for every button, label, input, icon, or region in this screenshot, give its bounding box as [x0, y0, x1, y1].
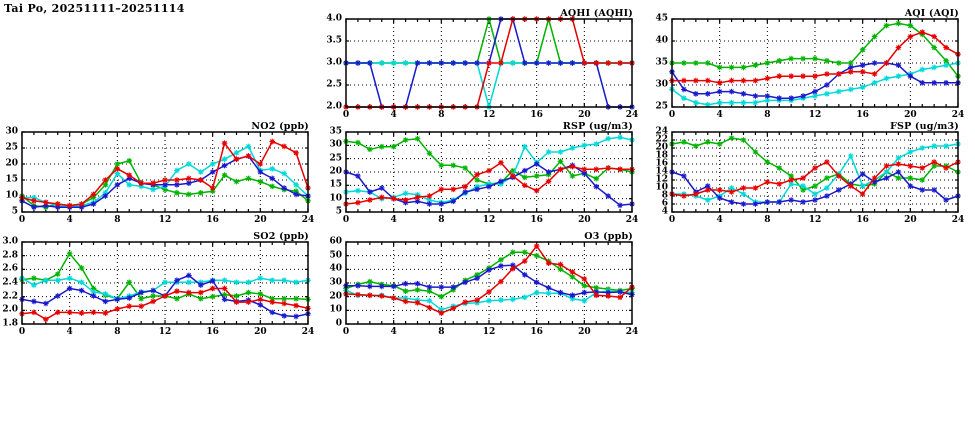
chart-title-rsp: RSP (ug/m3)	[562, 120, 633, 132]
y-tick-label: 2.8	[2, 250, 18, 261]
y-tick-label: 2.6	[2, 263, 18, 274]
plot-area-aqi	[672, 19, 958, 107]
x-tick-label: 0	[18, 215, 26, 225]
x-tick-label: 0	[342, 110, 350, 120]
page-title: Tai Po, 20251111–20251114	[4, 2, 185, 15]
plot-area-o3	[346, 242, 632, 324]
y-tick-label: 2.0	[326, 101, 342, 112]
x-tick-label: 4	[66, 327, 73, 337]
series-markers-red	[19, 286, 311, 322]
y-tick-label: 4.0	[326, 13, 342, 24]
x-tick-label: 0	[342, 215, 350, 225]
x-tick-label: 8	[438, 327, 445, 337]
x-tick-label: 24	[951, 110, 965, 120]
x-tick-label: 24	[301, 215, 315, 225]
y-tick-label: 45	[655, 13, 668, 24]
y-tick-label: 30	[5, 126, 18, 137]
x-tick-label: 20	[904, 110, 917, 120]
y-tick-label: 15	[5, 174, 18, 185]
y-tick-label: 30	[329, 139, 342, 150]
y-tick-label: 40	[329, 263, 342, 274]
x-tick-label: 12	[158, 327, 172, 337]
x-tick-label: 20	[578, 327, 591, 337]
series-line-green	[22, 254, 308, 300]
y-tick-label: 3.5	[326, 35, 342, 46]
y-tick-label: 12	[655, 174, 668, 185]
y-tick-label: 0	[335, 318, 342, 329]
x-tick-label: 0	[668, 215, 676, 225]
y-tick-label: 10	[655, 182, 668, 193]
x-tick-label: 12	[808, 110, 822, 120]
y-tick-label: 6	[661, 198, 668, 209]
x-tick-label: 0	[668, 110, 676, 120]
chart-so2	[2, 230, 315, 337]
x-tick-label: 12	[158, 215, 172, 225]
y-tick-label: 15	[329, 179, 342, 190]
x-tick-label: 16	[530, 110, 543, 120]
x-tick-label: 0	[18, 327, 26, 337]
chart-aqi	[655, 7, 965, 120]
y-tick-label: 60	[329, 236, 342, 247]
y-tick-label: 30	[329, 277, 342, 288]
x-tick-label: 16	[530, 327, 543, 337]
chart-title-no2: NO2 (ppb)	[251, 120, 309, 132]
x-tick-label: 12	[482, 215, 496, 225]
series-markers-green	[669, 21, 961, 79]
x-tick-label: 16	[530, 215, 543, 225]
y-tick-label: 3.0	[326, 57, 342, 68]
chart-o3	[329, 230, 639, 337]
x-tick-label: 8	[438, 215, 445, 225]
x-tick-label: 4	[390, 327, 397, 337]
x-tick-label: 0	[342, 327, 350, 337]
y-tick-label: 20	[655, 142, 668, 153]
y-tick-label: 4	[661, 206, 668, 217]
x-tick-label: 4	[66, 215, 73, 225]
y-tick-label: 35	[329, 126, 342, 137]
x-tick-label: 24	[625, 215, 639, 225]
x-tick-label: 20	[578, 215, 591, 225]
x-tick-label: 4	[390, 110, 397, 120]
y-tick-label: 1.8	[2, 318, 18, 329]
x-tick-label: 12	[808, 215, 822, 225]
x-tick-label: 24	[951, 215, 965, 225]
y-tick-label: 25	[329, 153, 342, 164]
y-tick-label: 18	[655, 150, 668, 161]
x-tick-label: 20	[904, 215, 917, 225]
y-tick-label: 3.0	[2, 236, 18, 247]
x-tick-label: 20	[254, 215, 267, 225]
plot-area-so2	[22, 242, 308, 324]
chart-aqhi	[326, 7, 639, 120]
chart-rsp	[329, 120, 639, 225]
y-tick-label: 20	[5, 158, 18, 169]
y-tick-label: 24	[655, 126, 668, 137]
x-tick-label: 16	[206, 327, 219, 337]
series-line-cyan	[346, 63, 632, 107]
x-tick-label: 24	[625, 327, 639, 337]
chart-title-aqhi: AQHI (AQHI)	[560, 7, 633, 19]
y-tick-label: 25	[5, 142, 18, 153]
y-tick-label: 30	[655, 79, 668, 90]
x-tick-label: 20	[578, 110, 591, 120]
y-tick-label: 16	[655, 158, 668, 169]
y-tick-label: 20	[329, 166, 342, 177]
x-tick-label: 20	[254, 327, 267, 337]
chart-title-so2: SO2 (ppb)	[253, 230, 309, 242]
y-tick-label: 2.4	[2, 277, 18, 288]
chart-fsp	[655, 120, 965, 225]
series-markers-green	[343, 136, 635, 187]
y-tick-label: 10	[329, 193, 342, 204]
y-tick-label: 5	[11, 206, 18, 217]
x-tick-label: 4	[716, 215, 723, 225]
series-markers-red	[19, 139, 311, 209]
y-tick-label: 22	[655, 134, 668, 145]
y-tick-label: 5	[335, 206, 342, 217]
x-tick-label: 24	[625, 110, 639, 120]
x-tick-label: 24	[301, 327, 315, 337]
x-tick-label: 8	[438, 110, 445, 120]
x-tick-label: 8	[114, 215, 121, 225]
y-tick-label: 2.0	[2, 304, 18, 315]
series-line-green	[346, 19, 632, 63]
x-tick-label: 4	[716, 110, 723, 120]
y-tick-label: 2.5	[326, 79, 342, 90]
x-tick-label: 8	[114, 327, 121, 337]
x-tick-label: 4	[390, 215, 397, 225]
y-tick-label: 10	[5, 190, 18, 201]
x-tick-label: 16	[856, 110, 869, 120]
y-tick-label: 20	[329, 291, 342, 302]
chart-title-o3: O3 (ppb)	[584, 230, 633, 242]
y-tick-label: 50	[329, 250, 342, 261]
x-tick-label: 16	[856, 215, 869, 225]
x-tick-label: 12	[482, 327, 496, 337]
plot-area-no2	[22, 132, 308, 212]
y-tick-label: 40	[655, 35, 668, 46]
y-tick-label: 8	[661, 190, 668, 201]
x-tick-label: 12	[482, 110, 496, 120]
chart-title-aqi: AQI (AQI)	[904, 7, 959, 19]
y-tick-label: 25	[655, 101, 668, 112]
chart-no2	[5, 120, 315, 225]
plot-area-fsp	[672, 132, 958, 212]
x-tick-label: 8	[764, 110, 771, 120]
x-tick-label: 16	[206, 215, 219, 225]
plot-area-aqhi	[346, 19, 632, 107]
y-tick-label: 10	[329, 304, 342, 315]
plot-area-rsp	[346, 132, 632, 212]
y-tick-label: 35	[655, 57, 668, 68]
y-tick-label: 14	[655, 166, 668, 177]
y-tick-label: 2.2	[2, 291, 18, 302]
chart-title-fsp: FSP (ug/m3)	[890, 120, 959, 132]
x-tick-label: 8	[764, 215, 771, 225]
